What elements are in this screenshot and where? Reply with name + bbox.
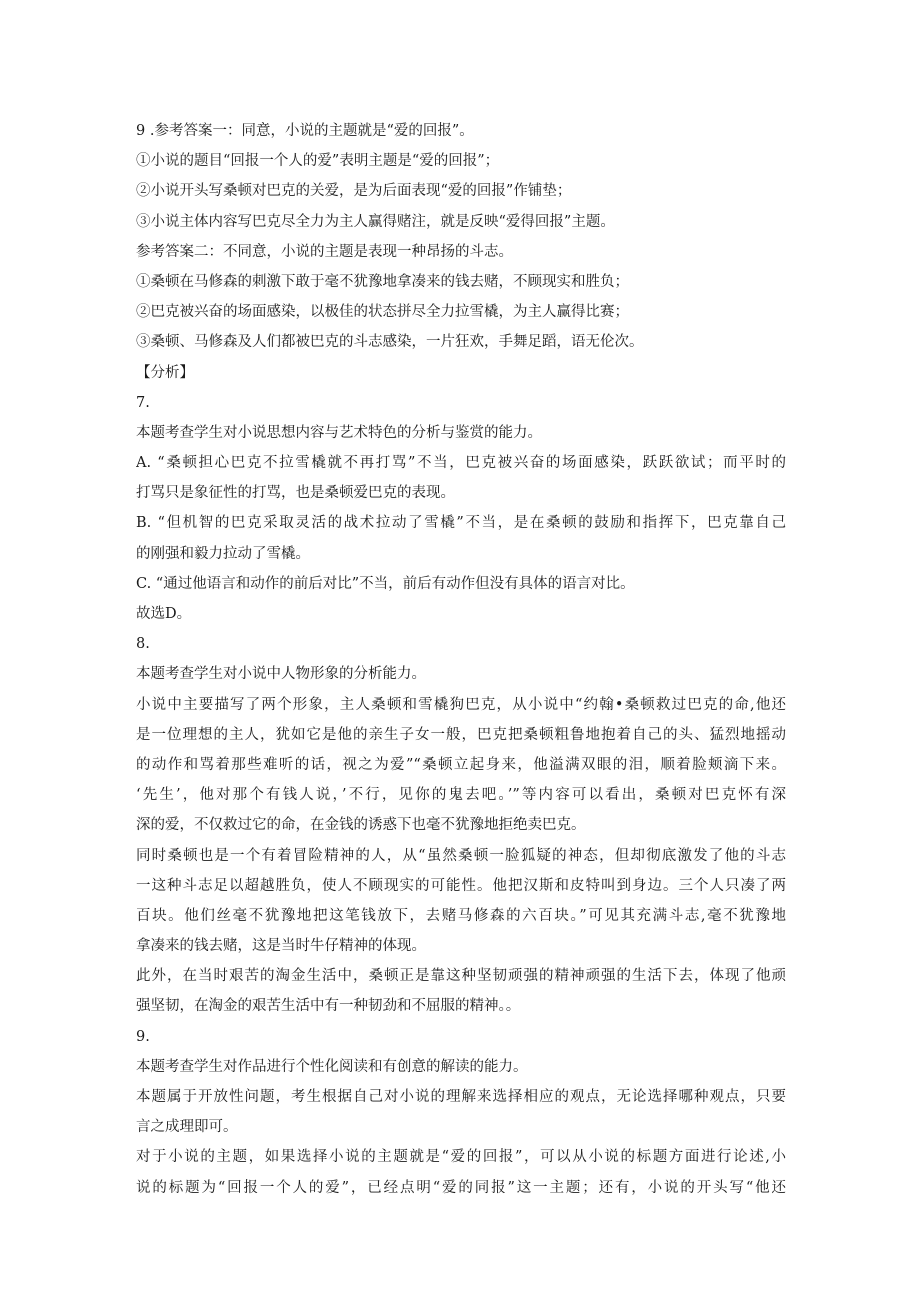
text-line: ①桑顿在马修森的刺激下敢于毫不犹豫地拿凑来的钱去赌，不顾现实和胜负； [136, 273, 629, 290]
text-line: 本题属于开放性问题，考生根据自己对小说的理解来选择相应的观点，无论选择哪种观点，只要 [136, 1089, 786, 1105]
section-heading: 【分析】 [136, 364, 194, 381]
text-line: 对于小说的主题，如果选择小说的主题就是“爱的回报”，可以从小说的标题方面进行论述,小 [136, 1149, 786, 1166]
text-line: 说的标题为“回报一个人的爱”，已经点明“爱的同报”这一主题；还有，小说的开头写“他还 [136, 1179, 786, 1196]
text-line: 本题考查学生对作品进行个性化阅读和有创意的解读的能力。 [136, 1058, 528, 1075]
text-line: ‘先生’，他对那个有钱人说，’不行，见你的鬼去吧。’”等内容可以看出，桑顿对巴克怀有深 [136, 787, 786, 804]
text-line: 故选D。 [136, 606, 192, 622]
text-line: 9 .参考答案一：同意，小说的主题就是“爱的回报”。 [136, 123, 474, 139]
text-line: 同时桑顿也是一个有着冒险精神的人，从“虽然桑顿一脸狐疑的神态，但却彻底激发了他的斗志 [136, 847, 786, 864]
text-line: 此外，在当时艰苦的淘金生活中，桑顿正是靠这种坚韧顽强的精神顽强的生活下去，体现了他顽 [136, 968, 786, 985]
question-number: 9. [136, 1028, 150, 1045]
text-line: B. “但机智的巴克采取灵活的战术拉动了雪橇”不当，是在桑顿的鼓励和指挥下，巴克靠自己 [136, 515, 786, 532]
text-line: 的动作和骂着那些难听的话，视之为爱”“桑顿立起身来，他溢满双眼的泪，顺着脸颊滴下来。 [136, 756, 786, 773]
text-line: ③小说主体内容写巴克尽全力为主人赢得赌注，就是反映“爱得回报”主题。 [136, 213, 615, 230]
text-line: 的刚强和毅力拉动了雪橇。 [136, 545, 310, 562]
text-line: 言之成理即可。 [136, 1119, 238, 1136]
text-line: ②巴克被兴奋的场面感染，以极佳的状态拼尽全力拉雪橇，为主人赢得比赛； [136, 304, 629, 321]
text-line: ③桑顿、马修森及人们都被巴克的斗志感染，一片狂欢，手舞足蹈，语无伦次。 [136, 334, 644, 351]
question-number: 8. [136, 636, 150, 653]
text-line: A. “桑顿担心巴克不拉雪橇就不再打骂”不当，巴克被兴奋的场面感染，跃跃欲试；而平时的 [136, 455, 786, 472]
text-line: 打骂只是象征性的打骂，也是桑顿爱巴克的表现。 [136, 485, 455, 502]
text-line: 是一位理想的主人，犹如它是他的亲生子女一般，巴克把桑顿粗鲁地抱着自己的头、猛烈地摇动 [136, 726, 786, 743]
text-line: 本题考查学生对小说中人物形象的分析能力。 [136, 666, 426, 683]
text-line: 参考答案二：不同意，小说的主题是表现一种昂扬的斗志。 [136, 243, 513, 260]
question-number: 7. [136, 394, 150, 411]
text-line: 深的爱，不仅救过它的命，在金钱的诱惑下也毫不犹豫地拒绝卖巴克。 [136, 817, 586, 834]
text-line: C. “通过他语言和动作的前后对比”不当，前后有动作但没有具体的语言对比。 [136, 575, 635, 592]
text-line: 一这种斗志足以超越胜负，使人不顾现实的可能性。他把汉斯和皮特叫到身边。三个人只凑了两 [136, 877, 786, 894]
document-body [136, 116, 786, 1203]
text-line: 拿凑来的钱去赌，这是当时牛仔精神的体现。 [136, 938, 426, 955]
text-line: 小说中主要描写了两个形象，主人桑顿和雪橇狗巴克，从小说中“约翰•桑顿救过巴克的命,他还 [136, 696, 786, 713]
text-line: 本题考查学生对小说思想内容与艺术特色的分析与鉴赏的能力。 [136, 424, 542, 441]
text-line: 强坚韧，在淘金的艰苦生活中有一种韧劲和不屈服的精神。。 [136, 998, 521, 1015]
text-line: ①小说的题目“回报一个人的爱”表明主题是“爱的回报”； [136, 153, 500, 170]
text-line: ②小说开头写桑顿对巴克的关爱，是为后面表现“爱的回报”作铺垫； [136, 183, 572, 200]
text-line: 百块。他们丝毫不犹豫地把这笔钱放下，去赌马修森的六百块。”可见其充满斗志,毫不犹豫地 [136, 907, 786, 924]
